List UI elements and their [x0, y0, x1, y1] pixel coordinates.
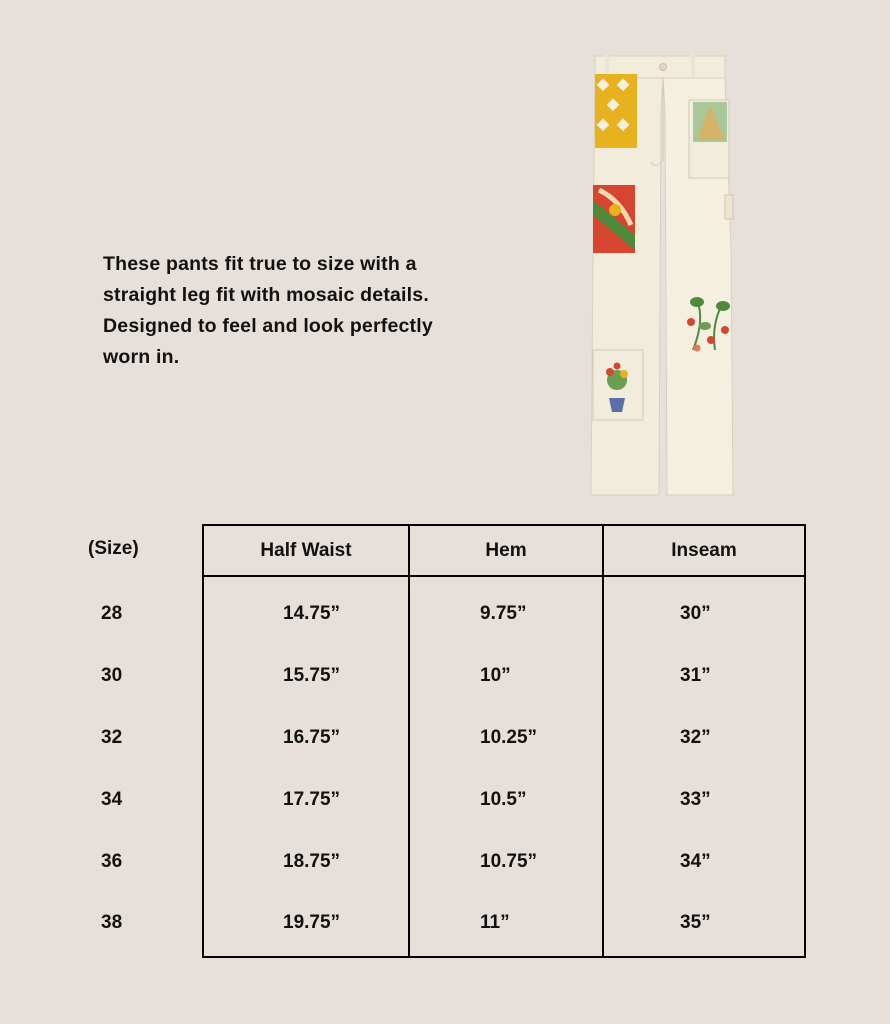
- description-line: These pants fit true to size with a: [103, 253, 417, 275]
- half-waist-value: 18.75”: [283, 851, 341, 872]
- header-divider: [204, 575, 804, 577]
- hem-value: 10.25”: [480, 727, 538, 748]
- header-inseam: Inseam: [671, 540, 737, 561]
- column-divider: [408, 526, 410, 956]
- half-waist-value: 17.75”: [283, 789, 341, 810]
- product-description: [103, 249, 503, 373]
- hem-value: 10”: [480, 665, 511, 686]
- description-line: Designed to feel and look perfectly: [103, 315, 433, 337]
- hem-value: 10.5”: [480, 789, 527, 810]
- inseam-value: 34”: [680, 851, 711, 872]
- size-value: 32: [101, 727, 123, 748]
- inseam-value: 33”: [680, 789, 711, 810]
- half-waist-value: 16.75”: [283, 727, 341, 748]
- half-waist-value: 15.75”: [283, 665, 341, 686]
- size-value: 34: [101, 789, 123, 810]
- half-waist-value: 19.75”: [283, 912, 341, 933]
- inseam-value: 32”: [680, 727, 711, 748]
- hem-value: 10.75”: [480, 851, 538, 872]
- description-line: worn in.: [103, 346, 180, 368]
- header-hem: Hem: [485, 540, 527, 561]
- column-divider: [602, 526, 604, 956]
- inseam-value: 31”: [680, 665, 711, 686]
- hem-value: 11”: [480, 912, 510, 933]
- size-value: 28: [101, 603, 123, 624]
- inseam-value: 30”: [680, 603, 711, 624]
- size-value: 30: [101, 665, 123, 686]
- size-column-header: (Size): [88, 538, 139, 559]
- size-value: 36: [101, 851, 123, 872]
- inseam-value: 35”: [680, 912, 711, 933]
- header-half-waist: Half Waist: [260, 540, 352, 561]
- description-line: straight leg fit with mosaic details.: [103, 284, 429, 306]
- hem-value: 9.75”: [480, 603, 527, 624]
- pants-product-image: [585, 50, 745, 500]
- half-waist-value: 14.75”: [283, 603, 341, 624]
- size-value: 38: [101, 912, 123, 933]
